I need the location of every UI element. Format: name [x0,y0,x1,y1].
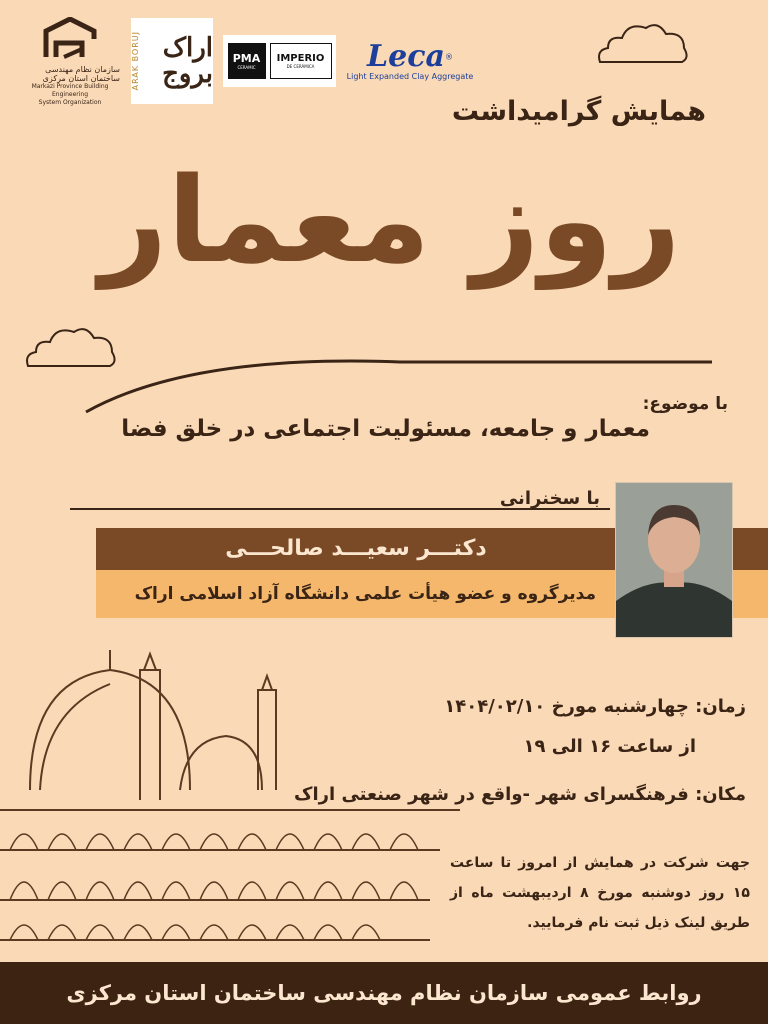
imperio-sub-text: DE CERÁMICA [286,64,315,69]
event-time [444,696,746,717]
topic-label: با موضوع: [642,394,728,414]
arak-boruj-vertical-text: ARAK BORUJ [131,31,140,91]
speaker-by-label: با سخنرانی [499,488,600,509]
leca-wordmark: Leca [367,38,445,74]
leca-tagline: Light Expanded Clay Aggregate [346,71,474,81]
speaker-portrait [616,483,732,637]
pma-sub-text: CERAMIC [237,65,256,70]
nezam-name-en-1: Markazi Province Building Engineering [31,83,109,98]
cloud-icon [594,18,690,66]
arak-boruj-logo [131,18,213,104]
event-subtitle: همایش گرامیداشت [451,96,706,127]
pma-imperio-logo [223,35,336,87]
registered-mark: ® [444,52,453,62]
pma-text: PMA [232,52,261,65]
footer-text: روابط عمومی سازمان نظام مهندسی ساختمان استان مرکزی [66,981,702,1005]
nezam-name-en-2: System Organization [38,99,102,106]
arak-boruj-calligraphy: اراک بروج [162,33,213,89]
nezam-name-fa: سازمان نظام مهندسی ساختمان استان مرکزی [42,65,120,83]
event-hours: از ساعت ۱۶ الی ۱۹ [523,736,696,757]
leca-logo [344,35,476,87]
building-roof-icon [42,17,98,63]
registration-note: جهت شرکت در همایش از امروز تا ساعت ۱۵ روز دوشنبه مورخ ۸ اردیبهشت ماه از طریق لینک ذیل ثبت نام فرمایید. [450,855,750,931]
speaker-role: مدیرگروه و عضو هیأت علمی دانشگاه آزاد اسلامی اراک [134,584,596,604]
speaker-photo [615,482,733,638]
event-title: روز معمار [99,151,681,289]
event-place [294,784,746,805]
place-label: مکان: [695,784,746,805]
imperio-text: IMPERIO [276,53,325,64]
time-value: چهارشنبه مورخ ۱۴۰۴/۰۲/۱۰ [444,696,689,717]
topic-text: معمار و جامعه، مسئولیت اجتماعی در خلق فضا [121,416,650,442]
time-label: زمان: [695,696,746,717]
nezam-mohandesi-logo [20,14,120,110]
speaker-name: دکتـــر سعیـــد صالحـــی [225,536,487,561]
place-value: فرهنگسرای شهر -واقع در شهر صنعتی اراک [294,784,689,805]
